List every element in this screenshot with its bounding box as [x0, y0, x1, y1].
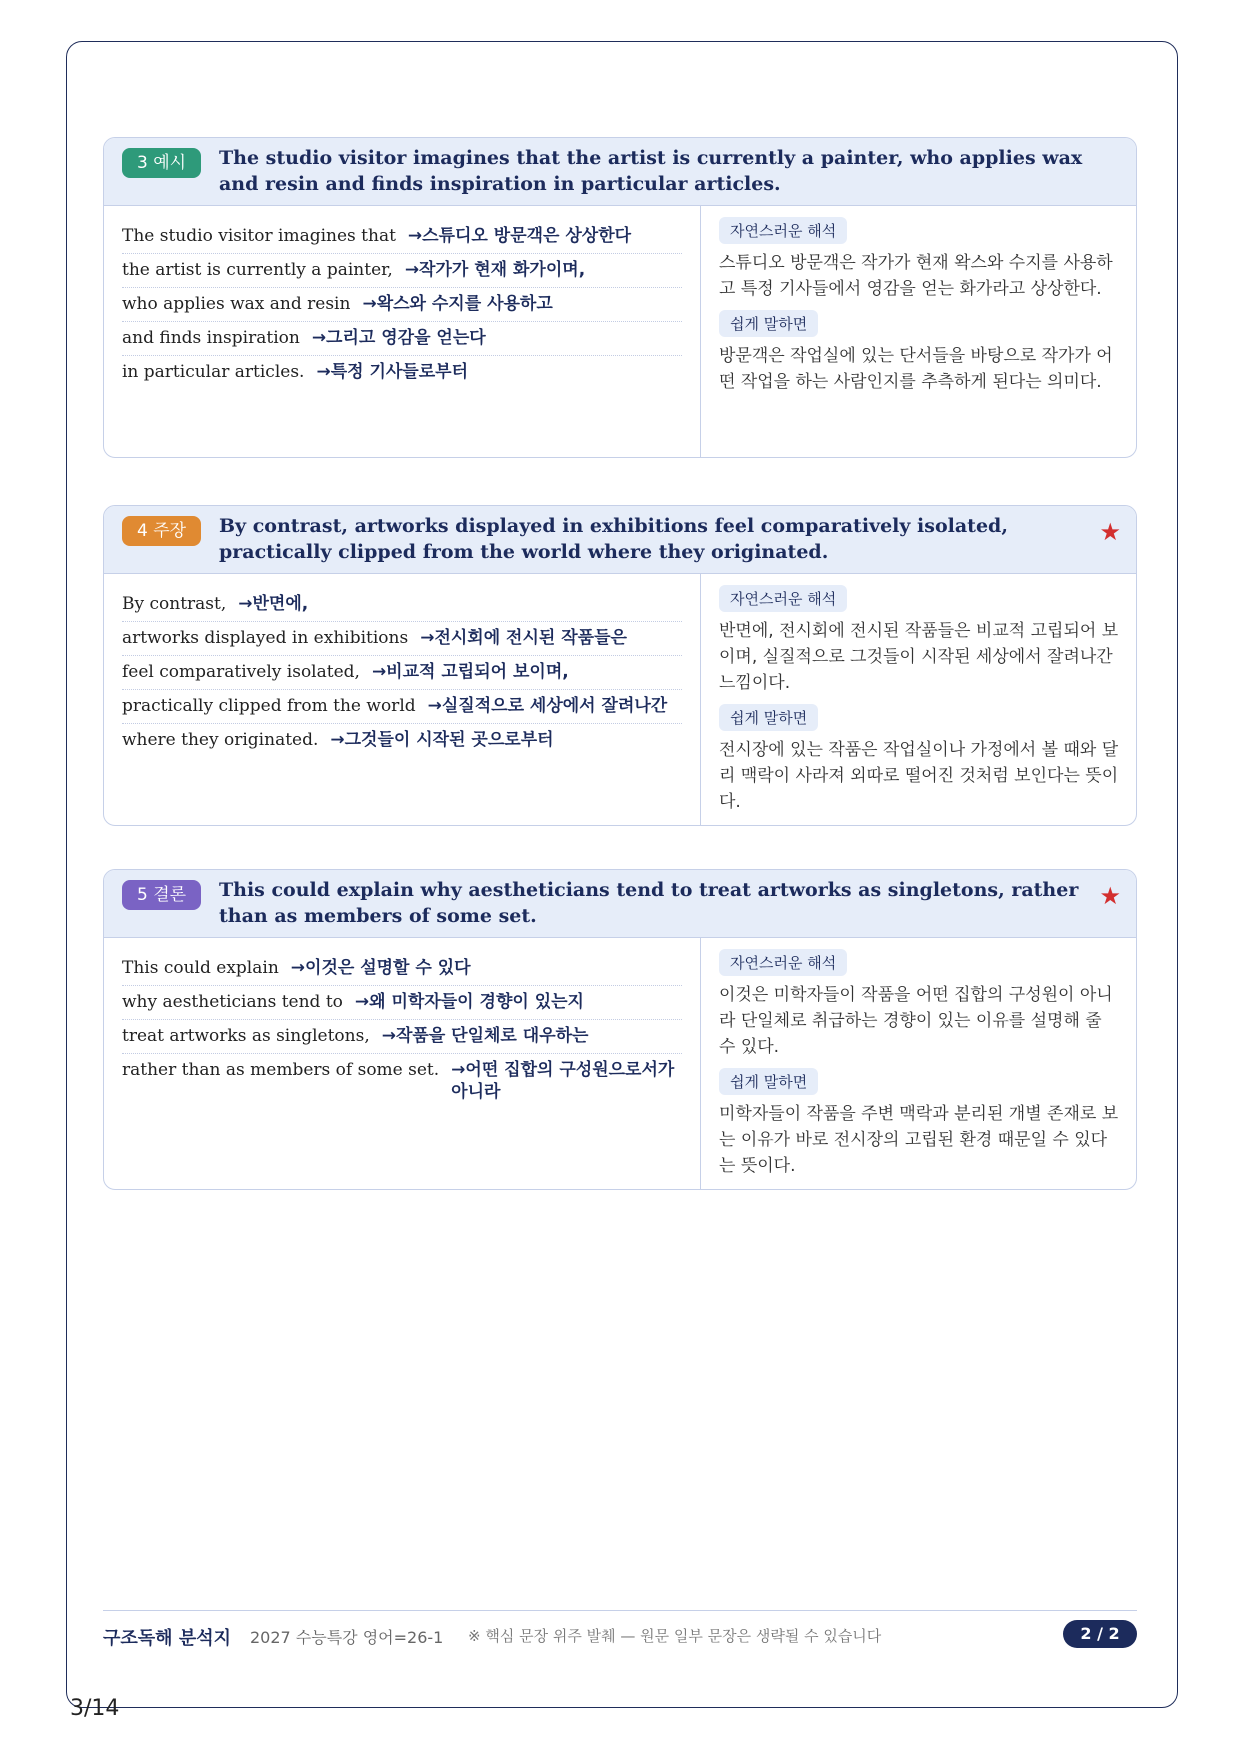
- natural-translation-tag: 자연스러운 해석: [719, 217, 847, 244]
- sentence-card-claim: [103, 505, 1137, 826]
- card-heading: This could explain why aestheticians tend to treat artworks as singletons, rather than as members of some set.: [219, 879, 1079, 927]
- card-body: [104, 938, 1136, 1189]
- simple-explanation-text: 전시장에 있는 작품은 작업실이나 가정에서 볼 때와 달리 맥락이 사라져 외따로 떨어진 것처럼 보인다는 뜻이다.: [719, 740, 1119, 812]
- chunk-english: treat artworks as singletons,: [122, 1026, 370, 1046]
- footer-note: ※ 핵심 문장 위주 발췌 — 원문 일부 문장은 생략될 수 있습니다: [468, 1627, 882, 1645]
- chunk-korean: →특정 기사들로부터: [316, 362, 468, 382]
- chunk-analysis: [104, 574, 701, 825]
- chunk-korean: →반면에,: [238, 594, 309, 614]
- simple-explanation-text: 미학자들이 작품을 주변 맥락과 분리된 개별 존재로 보는 이유가 바로 전시장의 고립된 환경 때문일 수 있다는 뜻이다.: [719, 1104, 1119, 1176]
- natural-translation-tag: 자연스러운 해석: [719, 585, 847, 612]
- chunk-english: This could explain: [122, 958, 279, 978]
- interpretation-panel: [701, 574, 1136, 825]
- chunk-row: [122, 952, 682, 986]
- interpretation-panel: [701, 938, 1136, 1189]
- chunk-row: [122, 1054, 682, 1103]
- section-badge: 5 결론: [122, 880, 201, 910]
- page-footer: [103, 1620, 1137, 1650]
- chunk-english: and finds inspiration: [122, 328, 300, 348]
- chunk-korean: →실질적으로 세상에서 잘려나간: [427, 696, 668, 716]
- card-header: [104, 138, 1136, 206]
- natural-translation-tag: 자연스러운 해석: [719, 949, 847, 976]
- chunk-row: [122, 622, 682, 656]
- simple-explanation-tag: 쉽게 말하면: [719, 704, 818, 731]
- chunk-korean: →왜 미학자들이 경향이 있는지: [354, 992, 584, 1012]
- chunk-english: By contrast,: [122, 594, 227, 614]
- chunk-english: where they originated.: [122, 730, 319, 750]
- footer-divider: [103, 1610, 1137, 1611]
- chunk-korean: →전시회에 전시된 작품들은: [420, 628, 627, 648]
- chunk-row: [122, 1020, 682, 1054]
- chunk-korean: →왁스와 수지를 사용하고: [362, 294, 553, 314]
- natural-translation-text: 스튜디오 방문객은 작가가 현재 왁스와 수지를 사용하고 특정 기사들에서 영감을 얻는 화가라고 상상한다.: [719, 253, 1113, 299]
- chunk-row: [122, 322, 682, 356]
- card-header: [104, 506, 1136, 574]
- chunk-row: [122, 986, 682, 1020]
- chunk-korean: →작품을 단일체로 대우하는: [381, 1026, 589, 1046]
- simple-explanation-tag: 쉽게 말하면: [719, 310, 818, 337]
- section-badge: 3 예시: [122, 148, 201, 178]
- chunk-korean: →그리고 영감을 얻는다: [311, 328, 486, 348]
- chunk-korean: →작가가 현재 화가이며,: [404, 260, 586, 280]
- document-page-number: 3/14: [70, 1696, 120, 1721]
- sentence-card-conclusion: [103, 869, 1137, 1190]
- chunk-row: [122, 220, 682, 254]
- chunk-english: practically clipped from the world: [122, 696, 416, 716]
- star-icon: ★: [1099, 518, 1121, 546]
- chunk-english: in particular articles.: [122, 362, 305, 382]
- chunk-row: [122, 288, 682, 322]
- chunk-korean: →스튜디오 방문객은 상상한다: [407, 226, 632, 246]
- chunk-english: artworks displayed in exhibitions: [122, 628, 409, 648]
- chunk-row: [122, 588, 682, 622]
- chunk-english: The studio visitor imagines that: [122, 226, 396, 246]
- chunk-english: who applies wax and resin: [122, 294, 351, 314]
- card-header: [104, 870, 1136, 938]
- footer-brand: 구조독해 분석지: [103, 1628, 231, 1649]
- card-heading: The studio visitor imagines that the artist is currently a painter, who applies wax and resin and finds inspiration in particular articles.: [219, 147, 1083, 195]
- chunk-row: [122, 254, 682, 288]
- card-body: [104, 206, 1136, 457]
- simple-explanation-text: 방문객은 작업실에 있는 단서들을 바탕으로 작가가 어떤 작업을 하는 사람인지를 추측하게 된다는 의미다.: [719, 346, 1113, 392]
- card-body: [104, 574, 1136, 825]
- simple-explanation-tag: 쉽게 말하면: [719, 1068, 818, 1095]
- chunk-english: the artist is currently a painter,: [122, 260, 393, 280]
- footer-course: 2027 수능특강 영어=26-1: [250, 1628, 444, 1647]
- chunk-row: [122, 724, 682, 758]
- chunk-row: [122, 356, 682, 390]
- chunk-english: rather than as members of some set.: [122, 1060, 440, 1080]
- chunk-row: [122, 690, 682, 724]
- interpretation-panel: [701, 206, 1136, 457]
- natural-translation-text: 반면에, 전시회에 전시된 작품들은 비교적 고립되어 보이며, 실질적으로 그것들이 시작된 세상에서 잘려나간 느낌이다.: [719, 621, 1119, 693]
- page-indicator: 2 / 2: [1063, 1620, 1137, 1648]
- chunk-korean: →비교적 고립되어 보이며,: [371, 662, 569, 682]
- card-heading: By contrast, artworks displayed in exhibitions feel comparatively isolated, practically clipped from the world where they originated.: [219, 515, 1008, 563]
- sentence-card-example: [103, 137, 1137, 458]
- chunk-analysis: [104, 938, 701, 1189]
- chunk-analysis: [104, 206, 701, 457]
- chunk-english: why aestheticians tend to: [122, 992, 343, 1012]
- chunk-english: feel comparatively isolated,: [122, 662, 360, 682]
- chunk-korean: →어떤 집합의 구성원으로서가 아니라: [451, 1060, 675, 1102]
- natural-translation-text: 이것은 미학자들이 작품을 어떤 집합의 구성원이 아니라 단일체로 취급하는 경향이 있는 이유를 설명해 줄 수 있다.: [719, 985, 1113, 1057]
- chunk-korean: →그것들이 시작된 곳으로부터: [330, 730, 554, 750]
- chunk-row: [122, 656, 682, 690]
- chunk-korean: →이것은 설명할 수 있다: [290, 958, 471, 978]
- star-icon: ★: [1099, 882, 1121, 910]
- section-badge: 4 주장: [122, 516, 201, 546]
